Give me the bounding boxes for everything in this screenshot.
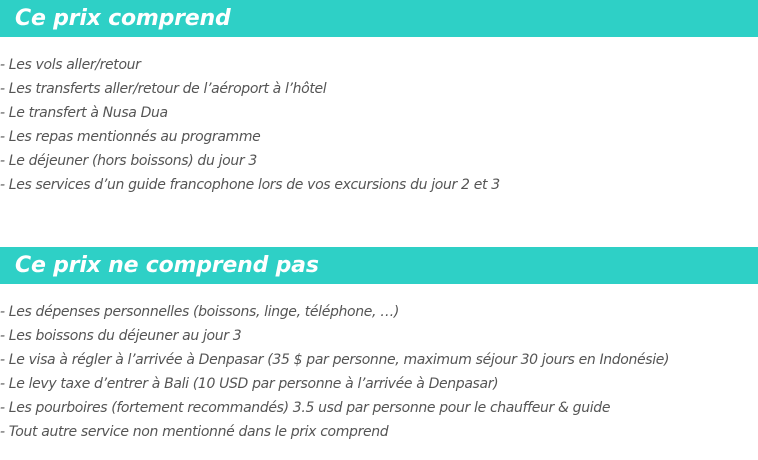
- included-item: - Le déjeuner (hors boissons) du jour 3: [0, 153, 257, 169]
- included-list: [0, 53, 500, 197]
- included-banner: [0, 0, 758, 37]
- included-item: - Le transfert à Nusa Dua: [0, 105, 168, 121]
- excluded-item: - Le visa à régler à l’arrivée à Denpasar (35 $ par personne, maximum séjour 30 jours en Indonésie): [0, 352, 670, 368]
- excluded-banner: [0, 247, 758, 284]
- excluded-item: - Tout autre service non mentionné dans le prix comprend: [0, 424, 389, 440]
- included-section: [0, 0, 758, 193]
- included-item: - Les vols aller/retour: [0, 57, 141, 73]
- excluded-title: Ce prix ne comprend pas: [15, 253, 319, 278]
- included-item: - Les services d’un guide francophone lors de vos excursions du jour 2 et 3: [0, 177, 500, 193]
- excluded-section: [0, 247, 758, 440]
- excluded-list: [0, 300, 669, 444]
- included-title: Ce prix comprend: [15, 6, 231, 31]
- included-item: - Les repas mentionnés au programme: [0, 129, 261, 145]
- excluded-item: - Le levy taxe d’entrer à Bali (10 USD par personne à l’arrivée à Denpasar): [0, 376, 499, 392]
- included-item: - Les transferts aller/retour de l’aéroport à l’hôtel: [0, 81, 327, 97]
- excluded-item: - Les dépenses personnelles (boissons, linge, téléphone, …): [0, 304, 400, 320]
- excluded-item: - Les pourboires (fortement recommandés) 3.5 usd par personne pour le chauffeur & guide: [0, 400, 611, 416]
- excluded-item: - Les boissons du déjeuner au jour 3: [0, 328, 242, 344]
